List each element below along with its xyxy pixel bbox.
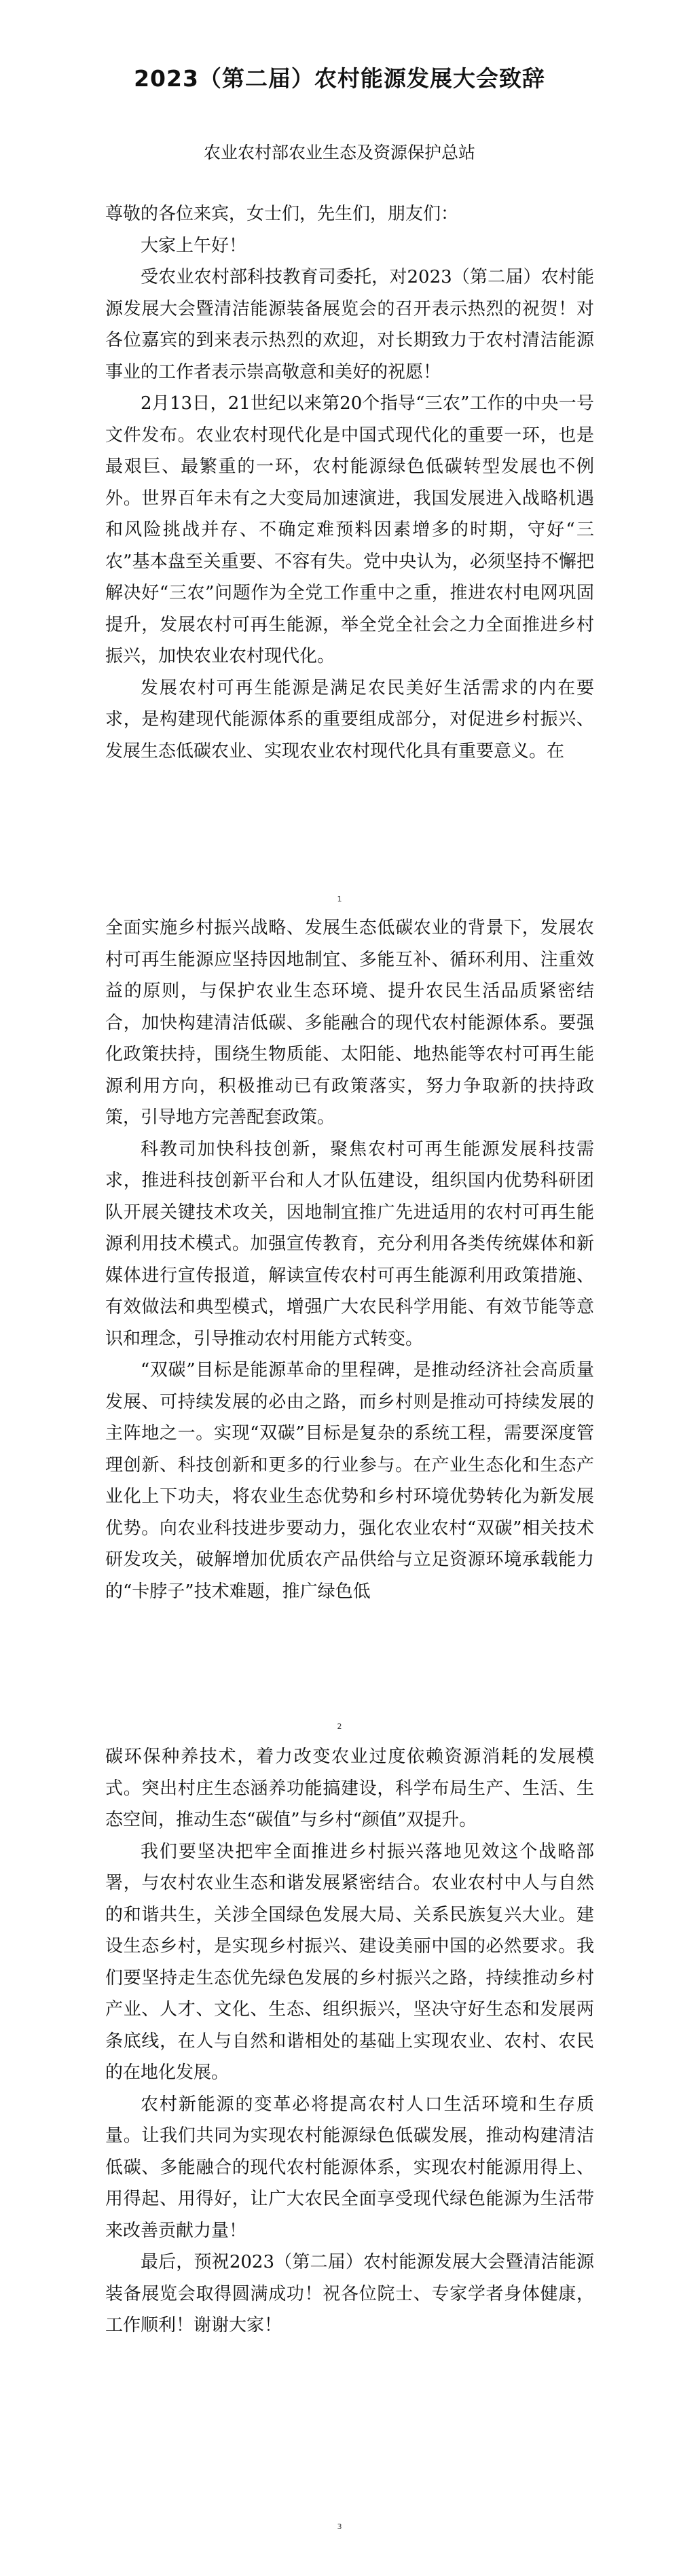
paragraph-policy: 2月13日，21世纪以来第20个指导“三农”工作的中央一号文件发布。农业农村现代化是中国式现代化的重要一环，也是最艰巨、最繁重的一环，农村能源绿色低碳转型发展也不例外。世界百年未有之大变局加速演进，我国发展进入战略机遇和风险挑战并存、不确定难预料因素增多的时期，守好“三农”基本盘至关重要、不容有失。党中央认为，必须坚持不懈把解决好“三农”问题作为全党工作重中之重，推进农村电网巩固提升，发展农村可再生能源，举全党全社会之力全面推进乡村振兴，加快农业农村现代化。 bbox=[105, 393, 594, 666]
page-number: 3 bbox=[337, 2522, 342, 2531]
paragraph-new-energy: 农村新能源的变革必将提高农村人口生活环境和生存质量。让我们共同为实现农村能源绿色低碳发展，推动构建清洁低碳、多能融合的现代农村能源体系，实现农村能源用得上、用得起、用得好，让广大农民全面享受现代绿色能源为生活带来改善贡献力量！ bbox=[105, 2094, 594, 2241]
paragraph-dual-carbon-continued: 碳环保种养技术，着力改变农业过度依赖资源消耗的发展模式。突出村庄生态涵养功能搞建设，科学布局生产、生活、生态空间，推动生态“碳值”与乡村“颜值”双提升。 bbox=[105, 1747, 594, 1830]
paragraph-rural-revitalization: 我们要坚决把牢全面推进乡村振兴落地见效这个战略部署，与农村农业生态和谐发展紧密结合。农业农村中人与自然的和谐共生，关涉全国绿色发展大局、关系民族复兴大业。建设生态乡村，是实现乡村振兴、建设美丽中国的必然要求。我们要坚持走生态优先绿色发展的乡村振兴之路，持续推动乡村产业、人才、文化、生态、组织振兴，坚决守好生态和发展两条底线，在人与自然和谐相处的基础上实现农业、农村、农民的在地化发展。 bbox=[105, 1841, 594, 2083]
document-title: 2023（第二届）农村能源发展大会致辞 bbox=[134, 65, 545, 92]
organization-name: 农业农村部农业生态及资源保护总站 bbox=[203, 143, 475, 162]
greeting: 大家上午好！ bbox=[141, 235, 247, 256]
paragraph-renewable-energy-continued: 全面实施乡村振兴战略、发展生态低碳农业的背景下，发展农村可再生能源应坚持因地制宜、多能互补、循环利用、注重效益的原则，与保护农业生态环境、提升农民生活品质紧密结合，加快构建清洁低碳、多能融合的现代农村能源体系。要强化政策扶持，围绕生物质能、太阳能、地热能等农村可再生能源利用方向，积极推动已有政策落实，努力争取新的扶持政策，引导地方完善配套政策。 bbox=[105, 918, 594, 1128]
page-number: 1 bbox=[337, 895, 342, 904]
paragraph-renewable-energy: 发展农村可再生能源是满足农民美好生活需求的内在要求，是构建现代能源体系的重要组成部分，对促进乡村振兴、发展生态低碳农业、实现农业农村现代化具有重要意义。在 bbox=[105, 677, 594, 762]
paragraph-dual-carbon: “双碳”目标是能源革命的里程碑，是推动经济社会高质量发展、可持续发展的必由之路，而乡村则是推动可持续发展的主阵地之一。实现“双碳”目标是复杂的系统工程，需要深度管理创新、科技创新和更多的行业参与。在产业生态化和生态产业化上下功夫，将农业生态优势和乡村环境优势转化为新发展优势。向农业科技进步要动力，强化农业农村“双碳”相关技术研发攻关，破解增加优质农产品供给与立足资源环境承载能力的“卡脖子”技术难题，推广绿色低 bbox=[105, 1360, 594, 1602]
body-section-1 bbox=[105, 198, 594, 767]
body-section-3 bbox=[105, 1741, 594, 2342]
page-number: 2 bbox=[337, 1722, 342, 1731]
paragraph-closing: 最后，预祝2023（第二届）农村能源发展大会暨清洁能源装备展览会取得圆满成功！祝各位院士、专家学者身体健康，工作顺利！谢谢大家！ bbox=[105, 2252, 594, 2336]
paragraph-tech-innovation: 科教司加快科技创新，聚焦农村可再生能源发展科技需求，推进科技创新平台和人才队伍建设，组织国内优势科研团队开展关键技术攻关，因地制宜推广先进适用的农村可再生能源利用技术模式。加强宣传教育，充分利用各类传统媒体和新媒体进行宣传报道，解读宣传农村可再生能源利用政策措施、有效做法和典型模式，增强广大农民科学用能、有效节能等意识和理念，引导推动农村用能方式转变。 bbox=[105, 1139, 594, 1349]
paragraph-congratulations: 受农业农村部科技教育司委托，对2023（第二届）农村能源发展大会暨清洁能源装备展览会的召开表示热烈的祝贺！对各位嘉宾的到来表示热烈的欢迎，对长期致力于农村清洁能源事业的工作者表示崇高敬意和美好的祝愿！ bbox=[105, 267, 594, 382]
salutation: 尊敬的各位来宾，女士们，先生们，朋友们： bbox=[105, 204, 459, 224]
body-section-2 bbox=[105, 912, 594, 1607]
